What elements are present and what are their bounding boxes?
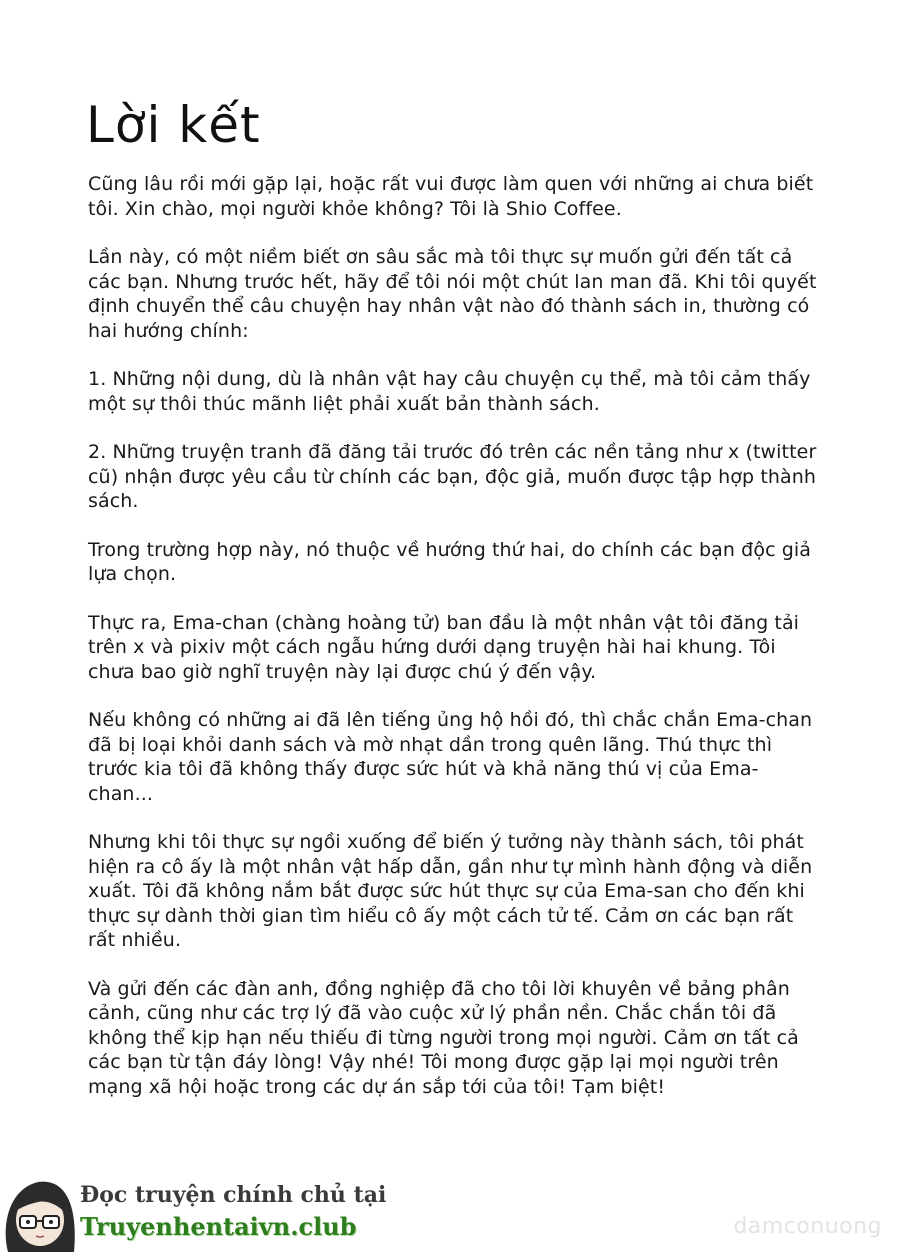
watermark: damconuong xyxy=(733,1214,882,1239)
paragraph: Nhưng khi tôi thực sự ngồi xuống để biến ý tưởng này thành sách, tôi phát hiện ra cô ấy là một nhân vật hấp dẫn, gần như tự mình hành động và diễn xuất. Tôi đã không nắm bắt được sức hút thực sự của Ema-san cho đến khi thực sự dành thời gian tìm hiểu cô ấy một cách tử tế. Cảm ơn các bạn rất rất nhiều. xyxy=(88,831,813,951)
girl-with-glasses-mascot-icon xyxy=(0,1170,80,1252)
paragraph: Nếu không có những ai đã lên tiếng ủng hộ hồi đó, thì chắc chắn Ema-chan đã bị loại khỏi danh sách và mờ nhạt dần trong quên lãng. Thú thực thì trước kia tôi đã không thấy được sức hút và khả năng thú vị của Ema-chan... xyxy=(88,709,813,805)
page-title: Lời kết xyxy=(86,96,261,154)
footer-branding xyxy=(80,1180,386,1244)
paragraph: 2. Những truyện tranh đã đăng tải trước đó trên các nền tảng như x (twitter cũ) nhận được yêu cầu từ chính các bạn, độc giả, muốn được tập hợp thành sách. xyxy=(88,441,817,512)
afterword-body xyxy=(88,172,823,1123)
footer-tagline: Đọc truyện chính chủ tại xyxy=(80,1182,387,1208)
paragraph: Cũng lâu rồi mới gặp lại, hoặc rất vui được làm quen với những ai chưa biết tôi. Xin chào, mọi người khỏe không? Tôi là Shio Coffee. xyxy=(88,173,814,220)
paragraph: Và gửi đến các đàn anh, đồng nghiệp đã cho tôi lời khuyên về bảng phân cảnh, cũng như các trợ lý đã vào cuộc xử lý phần nền. Chắc chắn tôi đã không thể kịp hạn nếu thiếu đi từng người trong mọi người. Cảm ơn tất cả các bạn từ tận đáy lòng! Vậy nhé! Tôi mong được gặp lại mọi người trên mạng xã hội hoặc trong các dự án sắp tới của tôi! Tạm biệt! xyxy=(88,977,799,1098)
footer-site-link[interactable]: Truyenhentaivn.club xyxy=(80,1212,357,1241)
paragraph: Lần này, có một niềm biết ơn sâu sắc mà tôi thực sự muốn gửi đến tất cả các bạn. Nhưng trước hết, hãy để tôi nói một chút lan man đã. Khi tôi quyết định chuyển thể câu chuyện hay nhân vật nào đó thành sách in, thường có hai hướng chính: xyxy=(88,246,817,342)
paragraph: Trong trường hợp này, nó thuộc về hướng thứ hai, do chính các bạn độc giả lựa chọn. xyxy=(88,538,812,585)
paragraph: 1. Những nội dung, dù là nhân vật hay câu chuyện cụ thể, mà tôi cảm thấy một sự thôi thúc mãnh liệt phải xuất bản thành sách. xyxy=(88,368,811,415)
paragraph: Thực ra, Ema-chan (chàng hoàng tử) ban đầu là một nhân vật tôi đăng tải trên x và pixiv một cách ngẫu hứng dưới dạng truyện hài hai khung. Tôi chưa bao giờ nghĩ truyện này lại được chú ý đến vậy. xyxy=(88,611,800,683)
